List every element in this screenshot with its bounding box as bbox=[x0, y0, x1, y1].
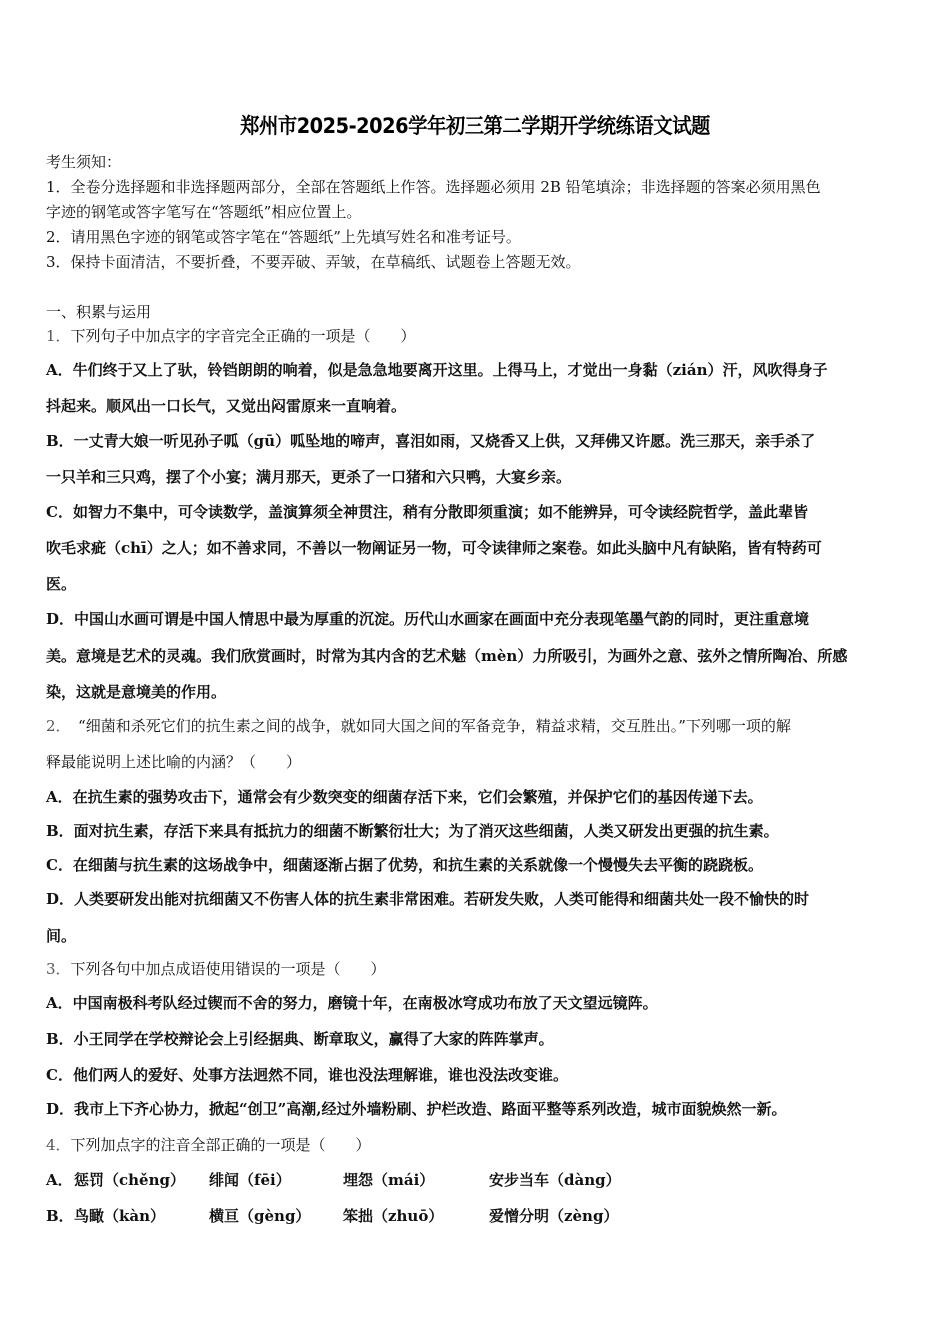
question-4-stem: 4．下列加点字的注音全部正确的一项是（ ） bbox=[46, 1136, 371, 1154]
notice-line: 2．请用黑色字迹的钢笔或答字笔在“答题纸”上先填写姓名和准考证号。 bbox=[46, 228, 521, 246]
notice-heading: 考生须知： bbox=[46, 153, 122, 171]
question-3-stem: 3．下列各句中加点成语使用错误的一项是（ ） bbox=[46, 960, 386, 978]
question-1-option-b: 一只羊和三只鸡，摆了个小宴；满月那天，更杀了一口猪和六只鸭，大宴乡亲。 bbox=[46, 468, 572, 486]
question-1-option-b: B．一丈青大娘一听见孙子呱（gū）呱坠地的啼声，喜泪如雨，又烧香又上供，又拜佛又许愿。洗三那天，亲手杀了 bbox=[46, 432, 816, 450]
question-2-stem: 2． “细菌和杀死它们的抗生素之间的战争，就如同大国之间的军备竞争，精益求精，交互胜出。”下列哪一项的解 bbox=[46, 717, 791, 735]
question-1-option-a: 抖起来。顺风出一口长气，又觉出闷雷原来一直响着。 bbox=[46, 397, 407, 415]
question-1-option-c: 吹毛求疵（chī）之人；如不善求同，不善以一物阐证另一物，可令读律师之案卷。如此头脑中凡有缺陷，皆有特药可 bbox=[46, 539, 822, 557]
notice-line: 字迹的钢笔或答字笔写在“答题纸”相应位置上。 bbox=[46, 203, 362, 221]
question-3-option-c: C．他们两人的爱好、处事方法迥然不同，谁也没法理解谁，谁也没法改变谁。 bbox=[46, 1066, 568, 1084]
question-3-option-d: D．我市上下齐心协力，掀起“创卫”高潮,经过外墙粉刷、护栏改造、路面平整等系列改造，城市面貌焕然一新。 bbox=[46, 1100, 787, 1118]
question-1-stem: 1．下列句子中加点字的字音完全正确的一项是（ ） bbox=[46, 327, 416, 345]
exam-page: 郑州市2025-2026学年初三第二学期开学统练语文试题 考生须知： 1．全卷分选择题和非选择题两部分，全部在答题纸上作答。选择题必须用 2B 铅笔填涂；非选择题的答案必须用黑色 字迹的钢笔或答字笔写在“答题纸”相应位置上。 2．请用黑色字迹的钢笔或答字笔在“答题纸”上先填写姓名和准考证号。 3．保持卡面清洁，不要折叠，不要弄破、弄皱，在草稿纸、试题卷上答题无效。 一、积累与运用 1．下列句子中加点字的字音完全正确的一项是（ ） A．牛们终于又上了驮，铃铛朗朗的响着，似是急急地要离开这里。上得马上，才觉出一身黏（zián）汗，风吹得身子 抖起来。顺风出一口长气，又觉出闷雷原来一直响着。 B．一丈青大娘一听见孙子呱（gū）呱坠地的啼声，喜泪如雨，又烧香又上供，又拜佛又许愿。洗三那天，亲手杀了 一只羊和三只鸡，摆了个小宴；满月那天，更杀了一口猪和六只鸭，大宴乡亲。 C．如智力不集中，可令读数学，盖演算须全神贯注，稍有分散即须重演；如不能辨异，可令读经院哲学，盖此辈皆 吹毛求疵（chī）之人；如不善求同，不善以一物阐证另一物，可令读律师之案卷。如此头脑中凡有缺陷，皆有特药可 医。 D．中国山水画可谓是中国人情思中最为厚重的沉淀。历代山水画家在画面中充分表现笔墨气韵的同时，更注重意境 美。意境是艺术的灵魂。我们欣赏画时，时常为其内含的艺术魅（mèn）力所吸引，为画外之意、弦外之情所陶冶、所感 染，这就是意境美的作用。 2． “细菌和杀死它们的抗生素之间的战争，就如同大国之间的军备竞争，精益求精，交互胜出。”下列哪一项的解 释最能说明上述比喻的内涵？（ ） A．在抗生素的强势攻击下，通常会有少数突变的细菌存活下来，它们会繁殖，并保护它们的基因传递下去。 B．面对抗生素，存活下来具有抵抗力的细菌不断繁衍壮大；为了消灭这些细菌，人类又研发出更强的抗生素。 C．在细菌与抗生素的这场战争中，细菌逐渐占据了优势，和抗生素的关系就像一个慢慢失去平衡的跷跷板。 D．人类要研发出能对抗细菌又不伤害人体的抗生素非常困难。若研发失败，人类可能得和细菌共处一段不愉快的时 间。 3．下列各句中加点成语使用错误的一项是（ ） A．中国南极科考队经过锲而不舍的努力，磨镜十年，在南极冰穹成功布放了天文望远镜阵。 B．小王同学在学校辩论会上引经据典、断章取义，赢得了大家的阵阵掌声。 C．他们两人的爱好、处事方法迥然不同，谁也没法理解谁，谁也没法改变谁。 D．我市上下齐心协力，掀起“创卫”高潮,经过外墙粉刷、护栏改造、路面平整等系列改造，城市面貌焕然一新。 4．下列加点字的注音全部正确的一项是（ ） A． 惩罚（chěng） 绯闻（fēi） 埋怨（mái） 安步当车（dàng） B． 鸟瞰（kàn） 横亘（gèng） 笨拙（zhuō） 爱憎分明（zèng） bbox=[0, 0, 950, 1344]
page-title: 郑州市2025-2026学年初三第二学期开学统练语文试题 bbox=[240, 114, 710, 138]
question-1-option-d: 染，这就是意境美的作用。 bbox=[46, 683, 227, 701]
question-number: 3． bbox=[46, 960, 71, 978]
question-2-option-c: C．在细菌与抗生素的这场战争中，细菌逐渐占据了优势，和抗生素的关系就像一个慢慢失去平衡的跷跷板。 bbox=[46, 856, 763, 874]
notice-line: 1．全卷分选择题和非选择题两部分，全部在答题纸上作答。选择题必须用 2B 铅笔填涂；非选择题的答案必须用黑色 bbox=[46, 178, 821, 196]
question-1-option-d: 美。意境是艺术的灵魂。我们欣赏画时，时常为其内含的艺术魅（mèn）力所吸引，为画外之意、弦外之情所陶冶、所感 bbox=[46, 647, 848, 665]
question-1-option-c: C．如智力不集中，可令读数学，盖演算须全神贯注，稍有分散即须重演；如不能辨异，可令读经院哲学，盖此辈皆 bbox=[46, 503, 808, 521]
question-3-option-b: B．小王同学在学校辩论会上引经据典、断章取义，赢得了大家的阵阵掌声。 bbox=[46, 1030, 554, 1048]
question-2-stem: 释最能说明上述比喻的内涵？（ ） bbox=[46, 753, 302, 771]
question-1-option-d: D．中国山水画可谓是中国人情思中最为厚重的沉淀。历代山水画家在画面中充分表现笔墨气韵的同时，更注重意境 bbox=[46, 610, 810, 628]
question-2-option-d: D．人类要研发出能对抗细菌又不伤害人体的抗生素非常困难。若研发失败，人类可能得和细菌共处一段不愉快的时 bbox=[46, 890, 810, 908]
question-2-option-b: B．面对抗生素，存活下来具有抵抗力的细菌不断繁衍壮大；为了消灭这些细菌，人类又研发出更强的抗生素。 bbox=[46, 822, 779, 840]
notice-line: 3．保持卡面清洁，不要折叠，不要弄破、弄皱，在草稿纸、试题卷上答题无效。 bbox=[46, 253, 581, 271]
question-number: 4． bbox=[46, 1136, 71, 1154]
question-number: 1． bbox=[46, 327, 71, 345]
question-number: 2． bbox=[46, 717, 64, 735]
question-2-option-a: A．在抗生素的强势攻击下，通常会有少数突变的细菌存活下来，它们会繁殖，并保护它们的基因传递下去。 bbox=[46, 788, 763, 806]
section-heading: 一、积累与运用 bbox=[46, 303, 152, 321]
question-1-option-c: 医。 bbox=[46, 575, 77, 593]
question-3-option-a: A．中国南极科考队经过锲而不舍的努力，磨镜十年，在南极冰穹成功布放了天文望远镜阵。 bbox=[46, 994, 658, 1012]
question-2-option-d: 间。 bbox=[46, 927, 77, 945]
question-1-option-a: A．牛们终于又上了驮，铃铛朗朗的响着，似是急急地要离开这里。上得马上，才觉出一身黏（zián）汗，风吹得身子 bbox=[46, 361, 828, 379]
